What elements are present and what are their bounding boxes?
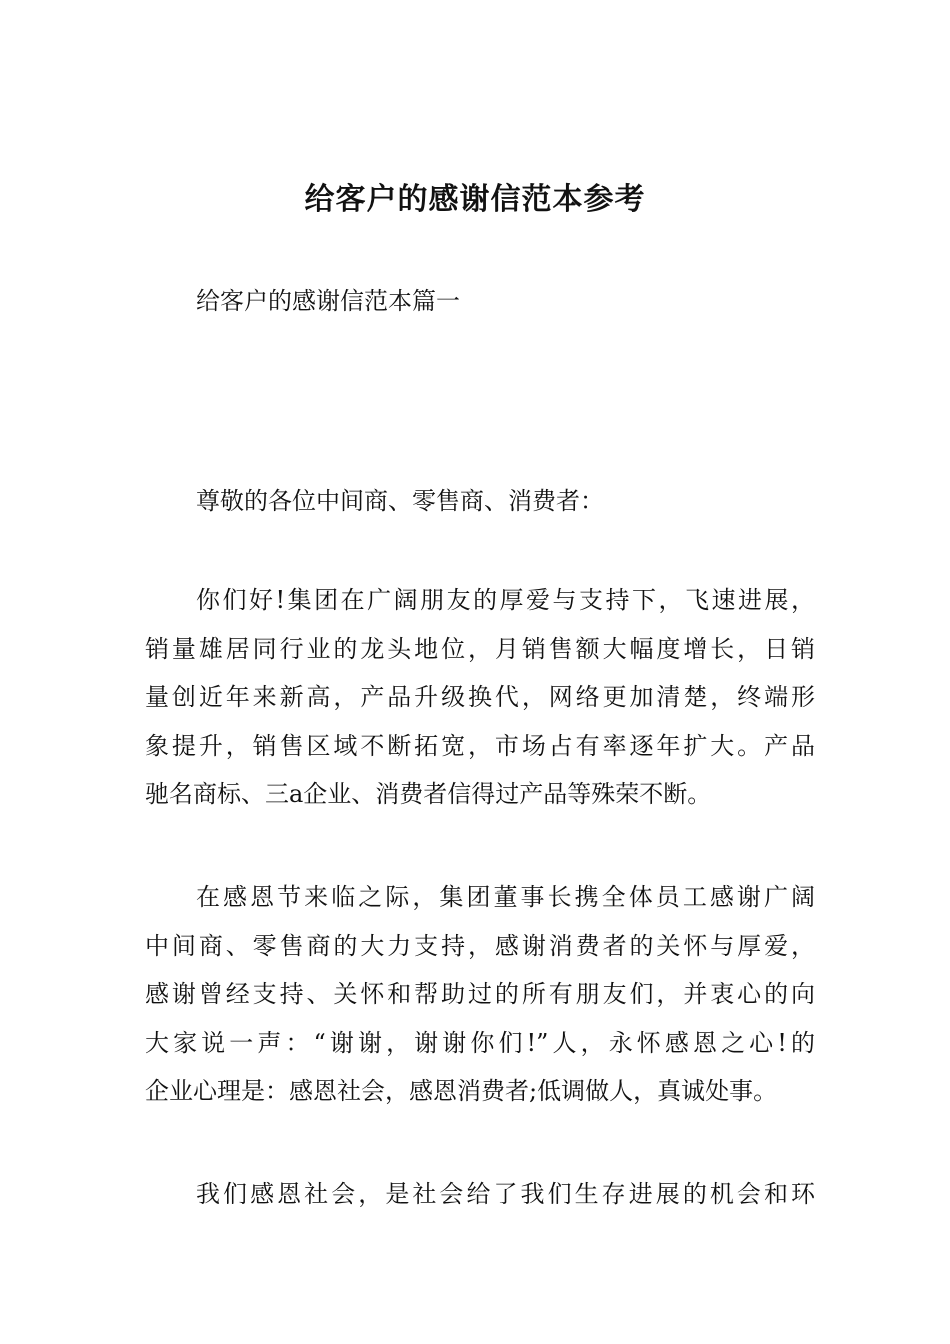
paragraph-line: 感谢曾经支持、关怀和帮助过的所有朋友们，并衷心的向 [145,980,815,1008]
paragraph-line: 我们感恩社会，是社会给了我们生存进展的机会和环 [196,1180,815,1208]
paragraph-line: 中间商、零售商的大力支持，感谢消费者的关怀与厚爱， [145,931,815,960]
paragraph-3 [145,1170,815,1219]
paragraph-line: 你们好!集团在广阔朋友的厚爱与支持下，飞速进展， [196,586,815,614]
paragraph-line: 大家说一声：“谢谢，谢谢你们!”人，永怀感恩之心!的 [145,1028,815,1057]
paragraph-line: 在感恩节来临之际，集团董事长携全体员工感谢广阔 [196,883,815,911]
paragraph-line: 销量雄居同行业的龙头地位，月销售额大幅度增长，日销 [145,634,815,663]
paragraph-line: 企业心理是：感恩社会，感恩消费者;低调做人，真诚处事。 [145,1077,778,1105]
section-heading: 给客户的感谢信范本篇一 [196,287,460,315]
paragraph-line: 象提升，销售区域不断拓宽，市场占有率逐年扩大。产品 [145,731,815,760]
letter-salutation: 尊敬的各位中间商、零售商、消费者： [196,487,604,515]
document-title: 给客户的感谢信范本参考 [304,182,646,217]
paragraph-2 [145,873,815,1116]
paragraph-line: 驰名商标、三a企业、消费者信得过产品等殊荣不断。 [145,780,712,808]
paragraph-1 [145,576,815,819]
paragraph-line: 量创近年来新高，产品升级换代，网络更加清楚，终端形 [145,683,815,711]
